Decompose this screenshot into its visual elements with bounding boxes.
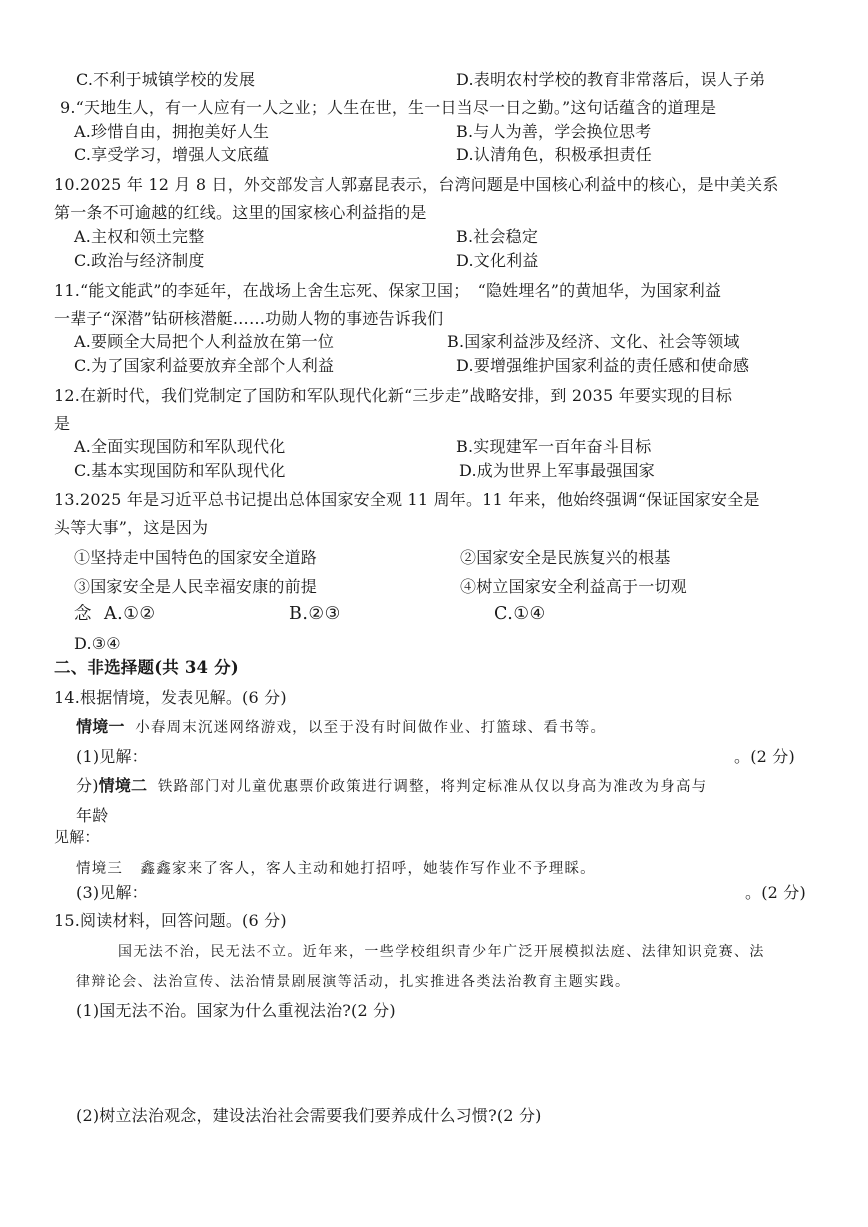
scene2-text: 铁路部门对儿童优惠票价政策进行调整，将判定标准从仅以身高为准改为身高与: [157, 779, 708, 795]
q9-option-c: C.享受学习，增强人文底蕴: [74, 145, 270, 164]
q13-option-d: D.③④: [74, 634, 121, 653]
q14-scene2: [76, 775, 707, 798]
q11-option-b: B.国家利益涉及经济、文化、社会等领域: [447, 332, 740, 351]
q14-view1-label: (1)见解：: [76, 747, 148, 766]
scene2-label: 情境二: [98, 776, 148, 795]
q13-option-c: C.①④: [494, 604, 546, 624]
q9-option-b: B.与人为善，学会换位思考: [456, 122, 652, 141]
scene3-label: 情境三: [76, 861, 124, 877]
q13-statement-4-continued: 念: [74, 604, 92, 624]
q15-subquestion-2: (2)树立法治观念，建设法治社会需要我们要养成什么习惯?(2 分): [76, 1106, 542, 1125]
q13-statement-4: ④树立国家安全利益高于一切观: [460, 577, 687, 596]
scene3-text: 鑫鑫家来了客人，客人主动和她打招呼，她装作写作业不予理睬。: [140, 861, 596, 877]
q8-option-c: C.不利于城镇学校的发展: [76, 70, 256, 89]
q14-view2-label: 见解：: [54, 828, 100, 846]
section-title: 二、非选择题(共 34 分): [54, 658, 239, 677]
q15-material-line2: 律辩论会、法治宣传、法治情景剧展演等活动，扎实推进各类法治教育主题实践。: [76, 974, 631, 990]
q13-statement-3: ③国家安全是人民幸福安康的前提: [74, 577, 318, 596]
q11-option-c: C.为了国家利益要放弃全部个人利益: [74, 356, 335, 375]
q11-stem-line2: 一辈子“深潜”钻研核潜艇……功勋人物的事迹告诉我们: [54, 309, 444, 328]
q15-material-line1: 国无法不治，民无法不立。近年来，一些学校组织青少年广泛开展模拟法庭、法律知识竞赛、法: [118, 944, 765, 960]
q9-stem: 9.“天地生人，有一人应有一人之业；人生在世，生一日当尽一日之勤。”这句话蕴含的道理是: [60, 98, 717, 117]
q12-option-b: B.实现建军一百年奋斗目标: [456, 437, 652, 456]
scene2-prefix: 分): [76, 776, 99, 795]
q10-stem-line1: 10.2025 年 12 月 8 日，外交部发言人郭嘉昆表示，台湾问题是中国核心利益中的核心，是中美关系: [54, 175, 779, 194]
q8-option-d: D.表明农村学校的教育非常落后，误人子弟: [456, 70, 766, 89]
q12-option-a: A.全面实现国防和军队现代化: [74, 437, 286, 456]
q10-option-c: C.政治与经济制度: [74, 251, 205, 270]
q14-view1-score: 。(2 分): [734, 747, 795, 766]
q9-option-a: A.珍惜自由，拥抱美好人生: [74, 122, 270, 141]
q13-stem-line1: 13.2025 年是习近平总书记提出总体国家安全观 11 周年。11 年来，他始终强调“保证国家安全是: [54, 490, 760, 509]
q12-stem-line2: 是: [54, 414, 71, 433]
q14-scene2-continued: 年龄: [76, 806, 109, 825]
q13-statement-2: ②国家安全是民族复兴的根基: [460, 548, 671, 567]
q10-stem-line2: 第一条不可逾越的红线。这里的国家核心利益指的是: [54, 203, 427, 222]
q11-option-d: D.要增强维护国家利益的责任感和使命感: [456, 356, 750, 375]
q13-statement-1: ①坚持走中国特色的国家安全道路: [74, 548, 318, 567]
scene1-label: 情境一: [76, 717, 125, 736]
q10-option-a: A.主权和领土完整: [74, 227, 205, 246]
q12-option-c: C.基本实现国防和军队现代化: [74, 461, 286, 480]
q13-option-b: B.②③: [289, 604, 341, 624]
q12-option-d: D.成为世界上军事最强国家: [459, 461, 655, 480]
q11-stem-line1: 11.“能文能武”的李延年，在战场上舍生忘死、保家卫国； “隐姓埋名”的黄旭华，为国家利益: [54, 281, 722, 300]
q14-scene1: [76, 716, 606, 739]
q14-scene3: [76, 858, 596, 880]
q14-stem: 14.根据情境，发表见解。(6 分): [54, 688, 287, 707]
q10-option-b: B.社会稳定: [456, 227, 539, 246]
q13-option-a: A.①②: [104, 604, 156, 624]
q11-option-a: A.要顾全大局把个人利益放在第一位: [74, 332, 335, 351]
scene1-text: 小春周末沉迷网络游戏，以至于没有时间做作业、打篮球、看书等。: [135, 720, 607, 736]
q14-view3-label: (3)见解：: [76, 883, 148, 902]
q10-option-d: D.文化利益: [456, 251, 539, 270]
q13-stem-line2: 头等大事”，这是因为: [54, 518, 209, 537]
q9-option-d: D.认清角色，积极承担责任: [456, 145, 652, 164]
q12-stem-line1: 12.在新时代，我们党制定了国防和军队现代化新“三步走”战略安排，到 2035 年要实现的目标: [54, 386, 733, 405]
q15-stem: 15.阅读材料，回答问题。(6 分): [54, 911, 287, 930]
q15-subquestion-1: (1)国无法不治。国家为什么重视法治?(2 分): [76, 1001, 396, 1020]
q14-view3-score: 。(2 分): [745, 883, 806, 902]
